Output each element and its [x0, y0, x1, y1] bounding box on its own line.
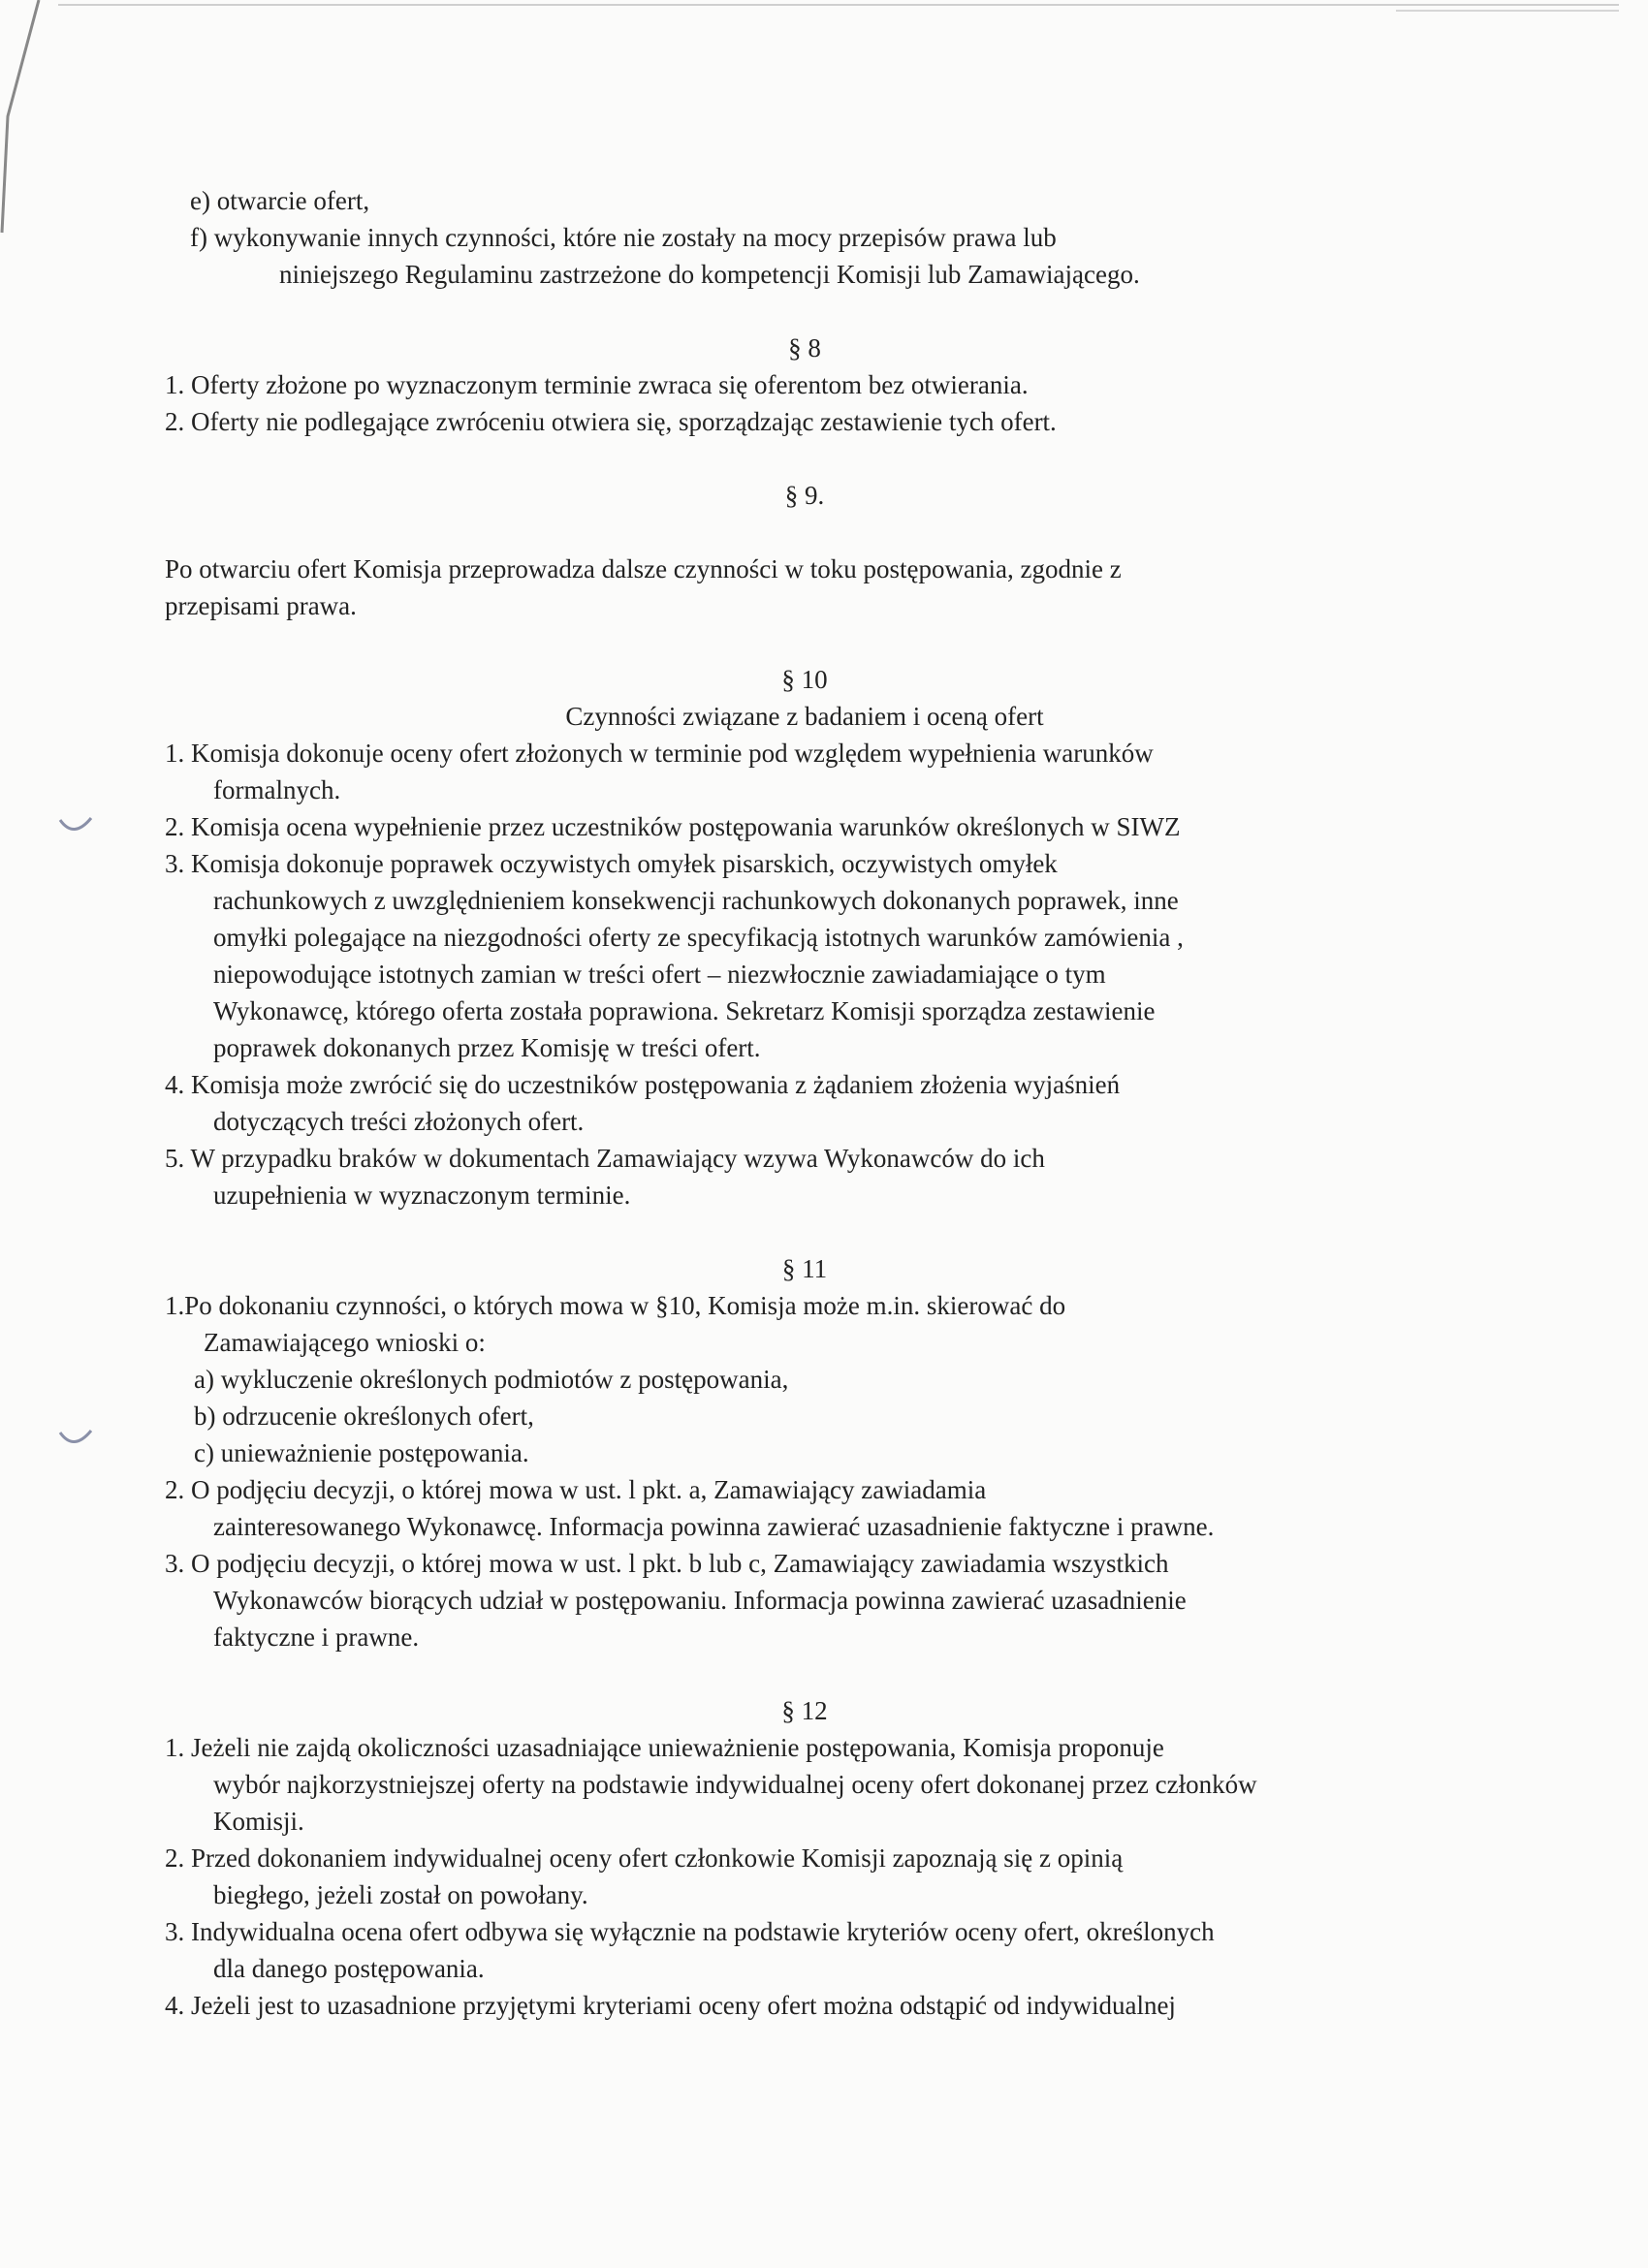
- list-item-continuation: poprawek dokonanych przez Komisję w treści ofert.: [213, 1033, 761, 1062]
- section-heading: § 12: [781, 1696, 828, 1725]
- scan-page-edge: [1396, 10, 1619, 12]
- list-item-continuation: niniejszego Regulaminu zastrzeżone do kompetencji Komisji lub Zamawiającego.: [279, 260, 1140, 289]
- list-item: 2. Przed dokonaniem indywidualnej oceny ofert członkowie Komisji zapoznają się z opinią: [165, 1843, 1124, 1873]
- list-item: 1. Komisja dokonuje oceny ofert złożonych w terminie pod względem wypełnienia warunków: [165, 739, 1154, 768]
- list-item-continuation: dla danego postępowania.: [213, 1954, 485, 1983]
- list-item: 1.Po dokonaniu czynności, o których mowa w §10, Komisja może m.in. skierować do: [165, 1291, 1066, 1320]
- section-heading: § 11: [781, 1254, 828, 1283]
- punch-hole-mark: [56, 1427, 95, 1452]
- list-item-continuation: Wykonawcę, którego oferta została poprawiona. Sekretarz Komisji sporządza zestawienie: [213, 996, 1156, 1025]
- list-item-continuation: formalnych.: [213, 775, 341, 804]
- paragraph-line: Po otwarciu ofert Komisja przeprowadza dalsze czynności w toku postępowania, zgodnie z: [165, 554, 1122, 583]
- list-item-continuation: omyłki polegające na niezgodności oferty ze specyfikacją istotnych warunków zamówienia ,: [213, 923, 1184, 952]
- list-item: 4. Jeżeli jest to uzasadnione przyjętymi kryteriami oceny ofert można odstąpić od indywidualnej: [165, 1991, 1176, 2020]
- list-item: 2. O podjęciu decyzji, o której mowa w ust. l pkt. a, Zamawiający zawiadamia: [165, 1475, 987, 1504]
- list-item: 3. Indywidualna ocena ofert odbywa się wyłącznie na podstawie kryteriów oceny ofert, określonych: [165, 1917, 1215, 1946]
- list-item: 3. O podjęciu decyzji, o której mowa w ust. l pkt. b lub c, Zamawiający zawiadamia wszystkich: [165, 1549, 1169, 1578]
- list-item: 5. W przypadku braków w dokumentach Zamawiający wzywa Wykonawców do ich: [165, 1144, 1045, 1173]
- section-heading: § 8: [788, 333, 821, 362]
- document-body: [165, 182, 1444, 2024]
- list-item-continuation: uzupełnienia w wyznaczonym terminie.: [213, 1181, 631, 1210]
- punch-hole-mark: [56, 814, 95, 839]
- list-item: 1. Oferty złożone po wyznaczonym terminie zwraca się oferentom bez otwierania.: [165, 370, 1029, 399]
- list-item: 1. Jeżeli nie zajdą okoliczności uzasadniające unieważnienie postępowania, Komisja proponuje: [165, 1733, 1164, 1762]
- list-item-continuation: Zamawiającego wnioski o:: [204, 1328, 486, 1357]
- section-heading: § 10: [781, 665, 828, 694]
- sub-list-item: b) odrzucenie określonych ofert,: [194, 1402, 534, 1431]
- list-item-continuation: zainteresowanego Wykonawcę. Informacja powinna zawierać uzasadnienie faktyczne i prawne.: [213, 1512, 1215, 1541]
- list-item-continuation: dotyczących treści złożonych ofert.: [213, 1107, 585, 1136]
- sub-list-item: c) unieważnienie postępowania.: [194, 1438, 529, 1467]
- list-item-continuation: wybór najkorzystniejszej oferty na podstawie indywidualnej oceny ofert dokonanej przez członków: [213, 1770, 1257, 1799]
- section-subheading: Czynności związane z badaniem i oceną ofert: [565, 702, 1044, 731]
- list-item-continuation: biegłego, jeżeli został on powołany.: [213, 1880, 588, 1909]
- section-heading: § 9.: [784, 481, 825, 510]
- scan-page-edge: [58, 4, 1619, 6]
- scan-corner-mark: [0, 0, 78, 252]
- list-item: 3. Komisja dokonuje poprawek oczywistych omyłek pisarskich, oczywistych omyłek: [165, 849, 1058, 878]
- list-item-continuation: rachunkowych z uwzględnieniem konsekwencji rachunkowych dokonanych poprawek, inne: [213, 886, 1179, 915]
- paragraph-line: przepisami prawa.: [165, 591, 357, 620]
- list-item-continuation: Komisji.: [213, 1807, 304, 1836]
- list-item-continuation: Wykonawców biorących udział w postępowaniu. Informacja powinna zawierać uzasadnienie: [213, 1586, 1187, 1615]
- list-item: 4. Komisja może zwrócić się do uczestników postępowania z żądaniem złożenia wyjaśnień: [165, 1070, 1121, 1099]
- list-item: f) wykonywanie innych czynności, które nie zostały na mocy przepisów prawa lub: [190, 223, 1057, 252]
- list-item: 2. Oferty nie podlegające zwróceniu otwiera się, sporządzając zestawienie tych ofert.: [165, 407, 1057, 436]
- list-item: 2. Komisja ocena wypełnienie przez uczestników postępowania warunków określonych w SIWZ: [165, 812, 1181, 841]
- list-item-continuation: faktyczne i prawne.: [213, 1622, 420, 1652]
- sub-list-item: a) wykluczenie określonych podmiotów z postępowania,: [194, 1365, 789, 1394]
- list-item: e) otwarcie ofert,: [190, 186, 370, 215]
- list-item-continuation: niepowodujące istotnych zamian w treści ofert – niezwłocznie zawiadamiające o tym: [213, 960, 1106, 989]
